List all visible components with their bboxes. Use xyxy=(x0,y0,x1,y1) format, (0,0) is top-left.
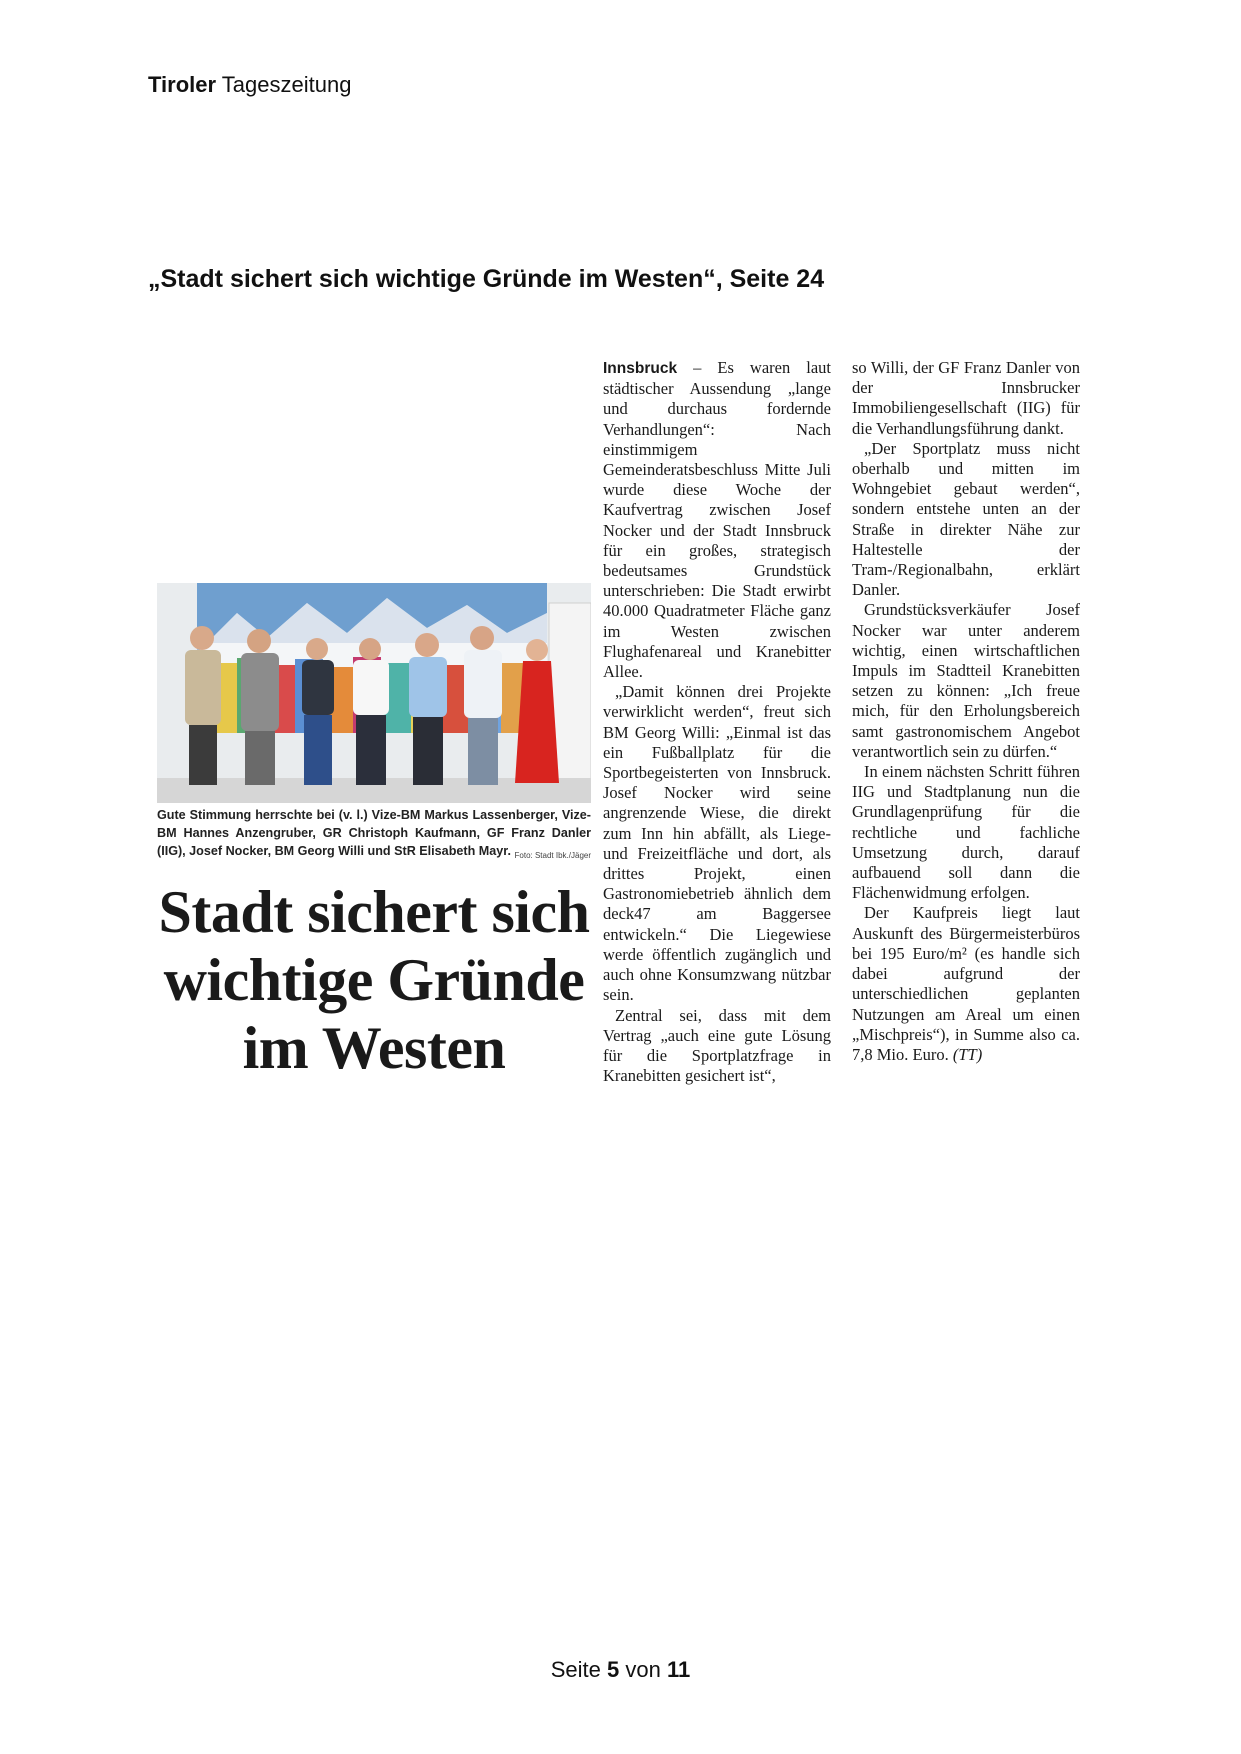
headline-line: Stadt sichert sich xyxy=(158,879,590,945)
paragraph-text: Der Kaufpreis liegt laut Auskunft des Bürgermeisterbüros bei 195 Euro/m² (es handle sich dabei aufgrund der unterschiedlichen geplanten Nutzungen am Areal um einen „Mischpreis“), in Summe also ca. 7,8 Mio. Euro. xyxy=(852,903,1080,1064)
dateline-dash: – xyxy=(677,358,718,377)
dateline: Innsbruck xyxy=(603,360,678,377)
publication-name xyxy=(148,72,351,98)
article-paragraph: so Willi, der GF Franz Danler von der Innsbrucker Immobiliengesellschaft (IIG) für die Verhandlungsführung dankt. xyxy=(852,358,1080,438)
clip-reference-title: „Stadt sichert sich wichtige Gründe im Westen“, Seite 24 xyxy=(148,265,825,293)
article-photo xyxy=(157,583,591,803)
article-paragraph: Zentral sei, dass mit dem Vertrag „auch eine gute Lösung für die Sportplatzfrage in Kranebitten gesichert ist“, xyxy=(603,1005,831,1086)
photo-credit: Foto: Stadt Ibk./Jäger xyxy=(514,851,591,860)
article-column-2 xyxy=(852,358,1080,1065)
footer-page-total: 11 xyxy=(667,1657,691,1682)
page-footer xyxy=(0,1657,1241,1683)
publication-name-rest: Tageszeitung xyxy=(221,72,352,97)
footer-page-number: 5 xyxy=(607,1657,620,1682)
headline-line: wichtige Gründe xyxy=(163,947,585,1013)
photo-caption xyxy=(157,806,591,865)
paragraph-text: Es waren laut städtischer Aussendung „lange und durchaus fordernde Verhandlungen“: Nach einstimmigem Gemeinderatsbeschluss Mitte Juli wurde diese Woche der Kaufvertrag zwischen Josef Nocker und der Stadt Innsbruck für ein großes, strategisch bedeutsames Grundstück unterschrieben: Die Stadt erwirbt 40.000 Quadratmeter Fläche ganz im Westen zwischen Flughafenareal und Kranebitter Allee. xyxy=(603,358,831,682)
photo-caption-text: Gute Stimmung herrschte bei (v. l.) Vize-BM Markus Lassenberger, Vize-BM Hannes Anzengruber, GR Christoph Kaufmann, GF Franz Danler (IIG), Josef Nocker, BM Georg Willi und StR Elisabeth Mayr. xyxy=(157,808,591,858)
footer-prefix: Seite xyxy=(550,1657,601,1682)
article-paragraph xyxy=(603,358,831,682)
author-tag: (TT) xyxy=(952,1044,983,1064)
headline-line: im Westen xyxy=(242,1015,506,1081)
article-paragraph: Grundstücksverkäufer Josef Nocker war unter anderem wichtig, einen wirtschaftlichen Impuls im Stadtteil Kranebitten setzen zu können: „Ich freue mich, für den Erholungsbereich samt gastronomischem Angebot verantwortlich sein zu dürfen.“ xyxy=(852,600,1080,761)
article-headline xyxy=(157,878,591,1082)
article-paragraph: „Der Sportplatz muss nicht oberhalb und mitten im Wohngebiet gebaut werden“, sondern entstehe unten an der Straße in direkter Nähe zur Haltestelle der Tram-/Regionalbahn, erklärt Danler. xyxy=(852,438,1080,600)
footer-middle: von xyxy=(625,1657,661,1682)
group-photo-illustration xyxy=(157,583,591,803)
article-paragraph: In einem nächsten Schritt führen IIG und Stadtplanung nun die Grundlagenprüfung für die rechtliche und fachliche Umsetzung durch, darauf aufbauend soll dann die Flächenwidmung erfolgen. xyxy=(852,762,1080,903)
article-paragraph xyxy=(852,903,1080,1065)
article-column-1 xyxy=(603,358,831,1086)
publication-name-bold: Tiroler xyxy=(148,72,217,97)
article-paragraph: „Damit können drei Projekte verwirklicht werden“, freut sich BM Georg Willi: „Einmal ist das ein Fußballplatz für die Sportbegeisterten von Innsbruck. Josef Nocker wird seine angrenzende Wiese, die direkt zum Inn hin abfällt, als Liege- und Freizeitfläche und dort, als drittes Projekt, einen Gastronomiebetrieb ähnlich dem deck47 am Baggersee entwickeln.“ Die Liegewiese werde öffentlich zugänglich und auch ohne Konsumzwang nützbar sein. xyxy=(603,682,831,1005)
